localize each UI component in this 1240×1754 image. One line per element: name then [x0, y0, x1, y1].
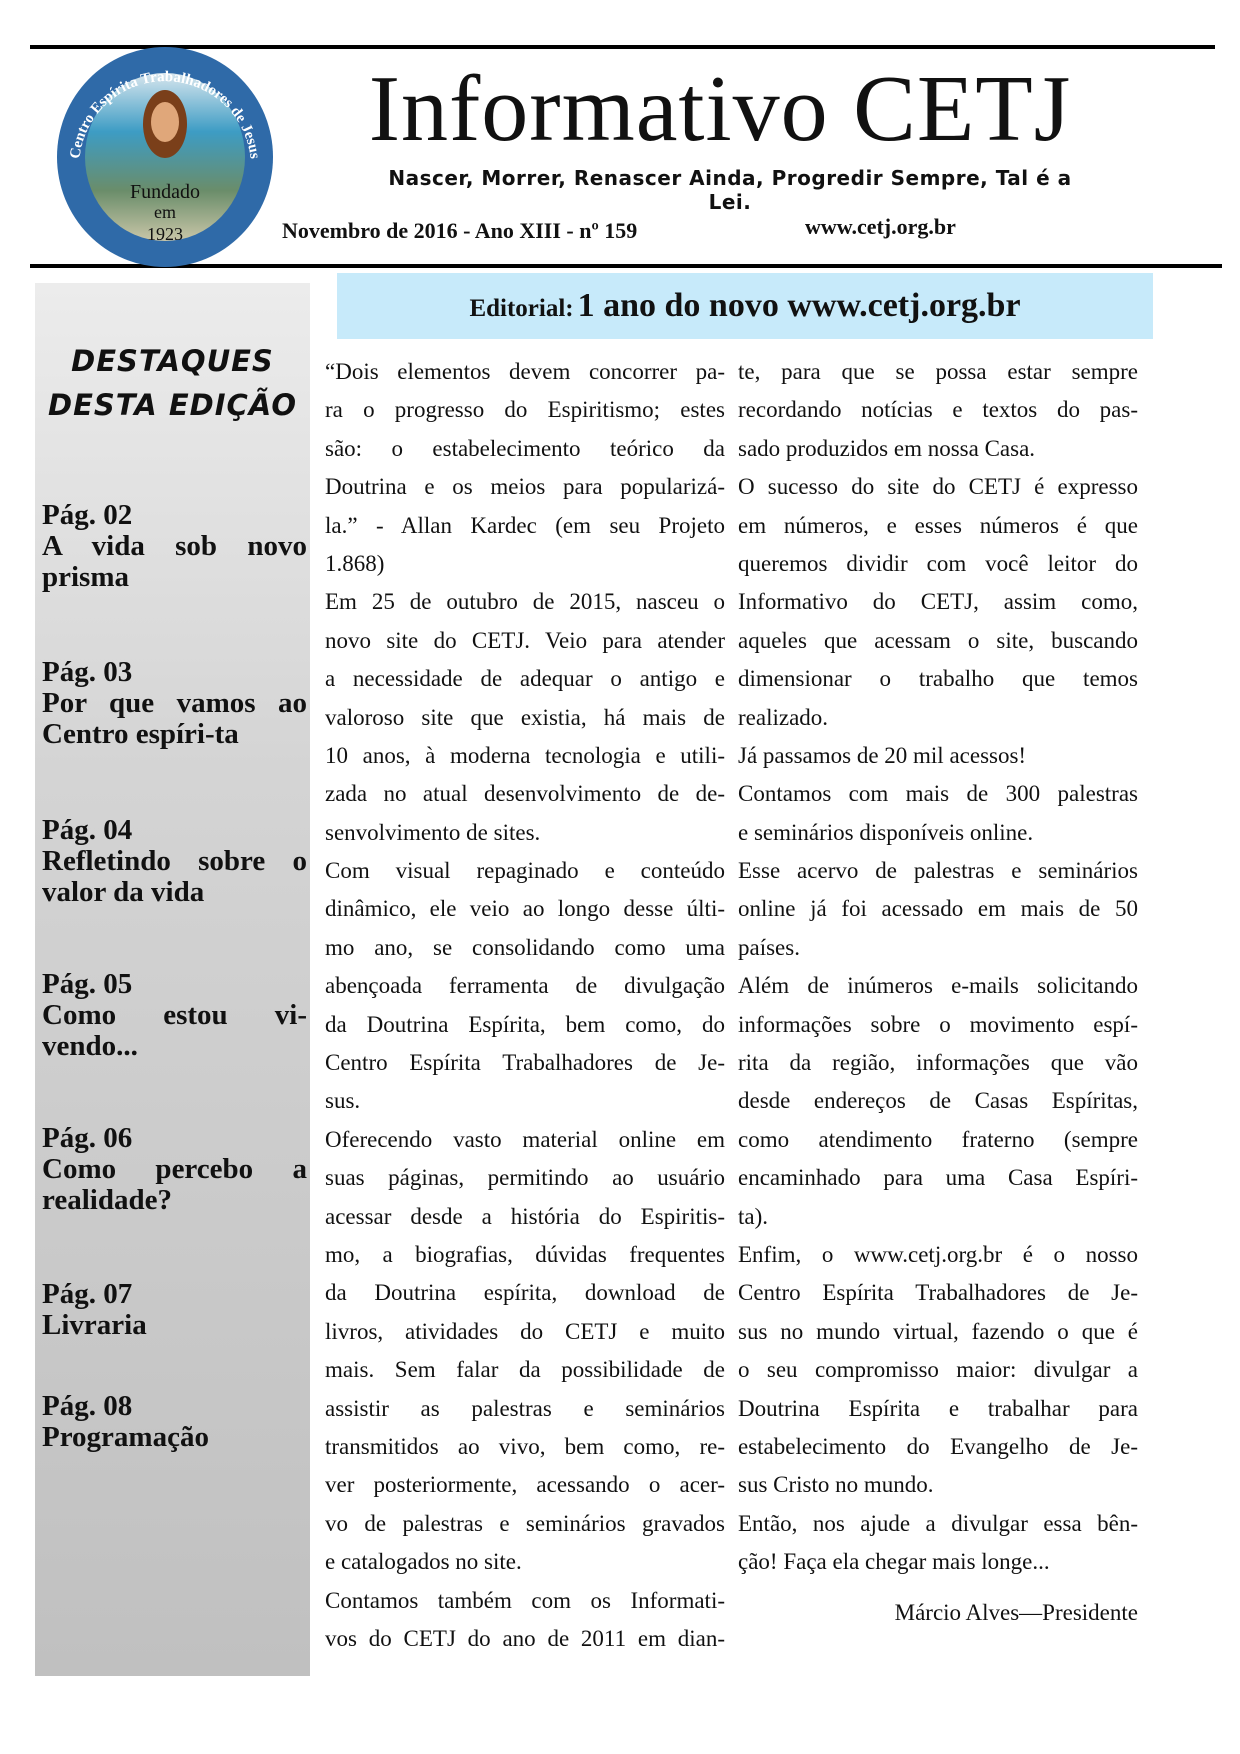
text-line: recordando notícias e textos do pas-: [738, 397, 1138, 423]
text-line: desde endereços de Casas Espíritas,: [738, 1088, 1138, 1114]
text-line: te, para que se possa estar sempre: [738, 359, 1138, 384]
text-line: Com visual repaginado e conteúdo: [325, 858, 725, 884]
text-line: rita da região, informações que vão: [738, 1050, 1138, 1076]
text-line: Em 25 de outubro de 2015, nasceu o: [325, 589, 725, 615]
text-line: mo ano, se consolidando como uma: [325, 934, 725, 960]
text-line: sus no mundo virtual, fazendo o que é: [738, 1318, 1138, 1344]
text-line: estabelecimento do Evangelho de Je-: [738, 1433, 1138, 1459]
text-line: transmitidos ao vivo, bem como, re-: [325, 1433, 725, 1459]
text-line: aqueles que acessam o site, buscando: [738, 627, 1138, 653]
highlight-title: Como percebo a realidade?: [42, 1153, 307, 1216]
text-line: ver posteriormente, acessando o acer-: [325, 1472, 725, 1498]
issue-info: Novembro de 2016 - Ano XIII - nº 159: [282, 218, 638, 243]
text-line: dinâmico, ele veio ao longo desse últi-: [325, 896, 725, 922]
highlight-page-number: Pág. 04: [42, 814, 133, 846]
text-line: suas páginas, permitindo ao usuário: [325, 1165, 725, 1191]
text-line: online já foi acessado em mais de 50: [738, 896, 1138, 922]
editorial-column-1: [325, 353, 725, 1658]
text-line: acessar desde a história do Espiritis-: [325, 1203, 725, 1229]
sidebar-highlight-item[interactable]: [42, 657, 307, 750]
text-line: vos do CETJ do ano de 2011 em dian-: [325, 1625, 725, 1651]
text-line: e catalogados no site.: [325, 1549, 522, 1575]
highlight-title: Livraria: [42, 1309, 147, 1341]
text-line: Então, nos ajude a divulgar essa bên-: [738, 1510, 1138, 1536]
motto: Nascer, Morrer, Renascer Ainda, Progredir Sempre, Tal é a Lei.: [388, 166, 1072, 214]
text-line: em números, e esses números é que: [738, 512, 1138, 538]
text-line: sus.: [325, 1088, 361, 1114]
text-line: sado produzidos em nossa Casa.: [738, 435, 1036, 461]
text-line: a necessidade de adequar o antigo e: [325, 666, 725, 692]
website-link[interactable]: www.cetj.org.br: [805, 214, 956, 239]
highlight-page-number: Pág. 08: [42, 1390, 133, 1422]
logo-year-text: 1923: [147, 224, 183, 244]
highlights-sidebar: [35, 283, 310, 1676]
highlight-title: A vida sob novo prisma: [42, 530, 307, 593]
text-line: e seminários disponíveis online.: [738, 819, 1034, 845]
sidebar-highlight-item[interactable]: [42, 1391, 307, 1453]
text-line: la.” - Allan Kardec (em seu Projeto: [325, 512, 725, 538]
text-line: Além de inúmeros e-mails solicitando: [738, 973, 1138, 999]
highlight-title: Por que vamos ao Centro espíri-ta: [42, 687, 307, 750]
text-line: Centro Espírita Trabalhadores de Je-: [325, 1050, 725, 1076]
sidebar-title: [35, 339, 310, 427]
highlight-title: Refletindo sobre o valor da vida: [42, 845, 307, 908]
text-line: realizado.: [738, 704, 829, 730]
text-line: são: o estabelecimento teórico da: [325, 435, 725, 461]
newsletter-title: Informativo CETJ: [368, 57, 1072, 161]
text-line: 1.868): [325, 550, 385, 576]
text-line: sus Cristo no mundo.: [738, 1472, 934, 1498]
highlight-page-number: Pág. 05: [42, 968, 133, 1000]
text-line: Contamos também com os Informati-: [325, 1587, 725, 1613]
sidebar-highlight-item[interactable]: [42, 500, 307, 593]
editorial-header: [337, 273, 1153, 339]
sidebar-highlight-item[interactable]: [42, 1123, 307, 1216]
text-line: novo site do CETJ. Veio para atender: [325, 627, 725, 653]
highlight-page-number: Pág. 07: [42, 1278, 133, 1310]
text-line: dimensionar o trabalho que temos: [738, 666, 1138, 692]
text-line: assistir as palestras e seminários: [325, 1395, 725, 1421]
text-line: Contamos com mais de 300 palestras: [738, 781, 1138, 807]
text-line: zada no atual desenvolvimento de de-: [325, 781, 725, 807]
text-line: ra o progresso do Espiritismo; estes: [325, 397, 725, 423]
highlight-title: Como estou vi-vendo...: [42, 999, 307, 1062]
editorial-headline: 1 ano do novo www.cetj.org.br: [577, 287, 1021, 324]
text-line: ta).: [738, 1203, 769, 1229]
sidebar-highlight-item[interactable]: [42, 969, 307, 1062]
sidebar-highlight-item[interactable]: [42, 1279, 307, 1341]
logo-ring-text: Centro Espírita Trabalhadores de Jesus: [67, 69, 263, 160]
text-line: Doutrina e os meios para popularizá-: [325, 474, 725, 500]
text-line: o seu compromisso maior: divulgar a: [738, 1357, 1138, 1383]
text-line: senvolvimento de sites.: [325, 819, 541, 845]
sidebar-highlight-item[interactable]: [42, 815, 307, 908]
highlight-page-number: Pág. 06: [42, 1122, 133, 1154]
text-line: Enfim, o www.cetj.org.br é o nosso: [738, 1241, 1138, 1267]
text-line: livros, atividades do CETJ e muito: [325, 1318, 725, 1344]
editorial-signature: Márcio Alves—Presidente: [894, 1600, 1138, 1625]
text-line: O sucesso do site do CETJ é expresso: [738, 474, 1138, 500]
text-line: Centro Espírita Trabalhadores de Je-: [738, 1280, 1138, 1306]
text-line: como atendimento fraterno (sempre: [738, 1126, 1138, 1152]
text-line: Informativo do CETJ, assim como,: [738, 589, 1138, 615]
text-line: países.: [738, 934, 800, 960]
logo-em-text: em: [154, 202, 176, 222]
highlight-title: Programação: [42, 1421, 209, 1453]
text-line: 10 anos, à moderna tecnologia e utili-: [325, 742, 725, 768]
text-line: informações sobre o movimento espí-: [738, 1011, 1138, 1037]
text-line: encaminhado para uma Casa Espíri-: [738, 1165, 1138, 1191]
text-line: abençoada ferramenta de divulgação: [325, 973, 725, 999]
text-line: Doutrina Espírita e trabalhar para: [738, 1395, 1138, 1421]
highlight-page-number: Pág. 02: [42, 499, 133, 531]
text-line: mo, a biografias, dúvidas frequentes: [325, 1241, 725, 1267]
text-line: queremos dividir com você leitor do: [738, 550, 1138, 576]
text-line: da Doutrina espírita, download de: [325, 1280, 725, 1306]
cetj-logo: [54, 46, 276, 268]
editorial-label: Editorial:: [469, 295, 574, 322]
sidebar-title-line1: DESTAQUES: [71, 344, 274, 378]
text-line: Esse acervo de palestras e seminários: [738, 858, 1138, 884]
text-line: ção! Faça ela chegar mais longe...: [738, 1549, 1050, 1575]
text-line: mais. Sem falar da possibilidade de: [325, 1357, 725, 1383]
logo-founded-text: Fundado: [130, 181, 200, 203]
text-line: Oferecendo vasto material online em: [325, 1126, 725, 1152]
text-line: vo de palestras e seminários gravados: [325, 1510, 725, 1536]
text-line: “Dois elementos devem concorrer pa-: [325, 359, 725, 384]
sidebar-title-line2: DESTA EDIÇÃO: [48, 388, 297, 422]
text-line: Já passamos de 20 mil acessos!: [738, 742, 1027, 768]
editorial-column-2: [738, 353, 1138, 1582]
highlight-page-number: Pág. 03: [42, 656, 133, 688]
text-line: da Doutrina Espírita, bem como, do: [325, 1011, 725, 1037]
text-line: valoroso site que existia, há mais de: [325, 704, 725, 730]
